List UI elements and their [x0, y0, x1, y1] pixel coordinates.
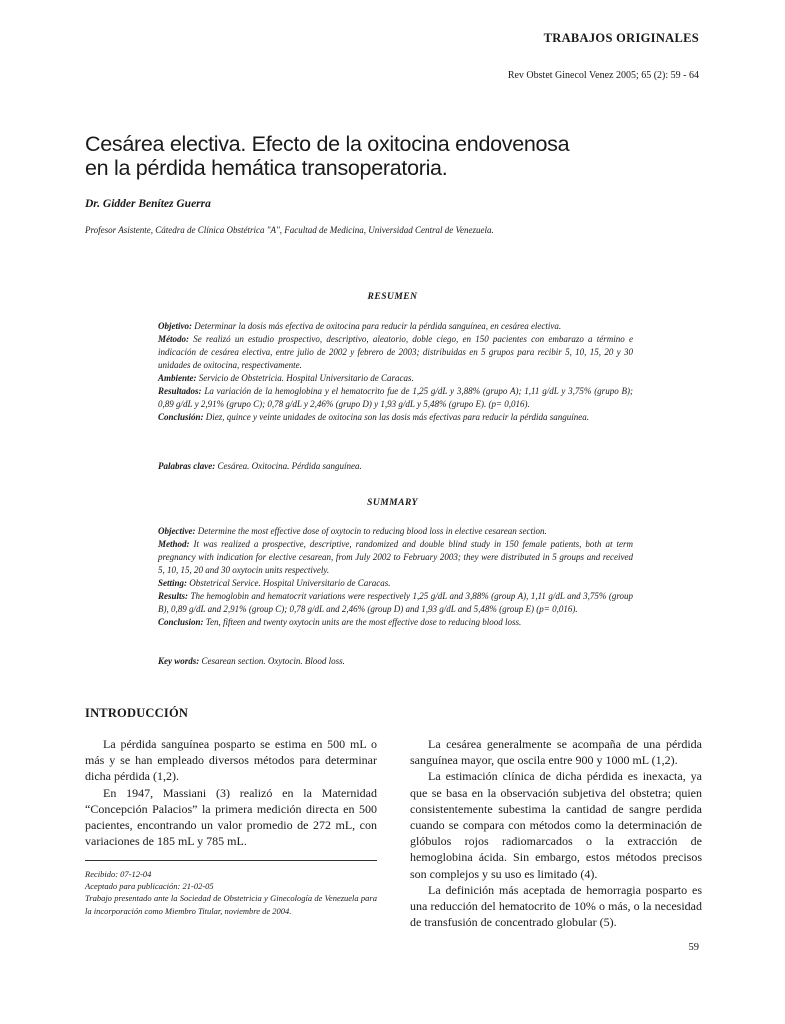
article-title-line-2: en la pérdida hemática transoperatoria.	[85, 156, 448, 180]
article-author: Dr. Gidder Benítez Guerra	[85, 198, 211, 210]
summary-method-text: It was realized a prospective, descriptive, randomized and double blind study in 150 female patients, both at term pregnancy with indication for elective cesarean, from July 2002 to February 2003; they were distributed in 5 groups and received 5, 10, 15, 20 and 30 oxytocin units respectively.	[158, 539, 633, 575]
resumen-objetivo-text: Determinar la dosis más efectiva de oxitocina para reducir la pérdida sanguínea, en cesárea electiva.	[192, 321, 562, 331]
summary-conclusion-text: Ten, fifteen and twenty oxytocin units are the most effective dose to reducing blood loss.	[203, 617, 522, 627]
intro-right-column	[410, 736, 702, 930]
intro-left-column	[85, 736, 377, 849]
page-number: 59	[688, 942, 699, 953]
intro-paragraph: La estimación clínica de dicha pérdida es inexacta, ya que se basa en la observación subjetiva del obstetra; quien consistentemente subestima la cantidad de sangre perdida cuando se compara con métodos como la determinación de glóbulos rojos radiomarcados o la extracción de hemoglobina ácida. Sin embargo, estos métodos precisos son complejos y su uso es limitado (4).	[410, 769, 702, 881]
resumen-ambiente-label: Ambiente:	[158, 373, 197, 383]
summary-conclusion-label: Conclusion:	[158, 617, 204, 627]
author-affiliation: Profesor Asistente, Cátedra de Clínica Obstétrica "A", Facultad de Medicina, Universidad Central de Venezuela.	[85, 225, 494, 235]
summary-results-label: Results:	[158, 591, 189, 601]
footnote	[85, 868, 377, 917]
summary-keywords-label: Key words:	[158, 656, 200, 666]
article-title	[85, 132, 705, 180]
article-title-line-1: Cesárea electiva. Efecto de la oxitocina endovenosa	[85, 132, 570, 156]
summary-setting-label: Setting:	[158, 578, 188, 588]
resumen-metodo-text: Se realizó un estudio prospectivo, descriptivo, aleatorio, doble ciego, en 150 pacientes con embarazo a término e indicación de cesárea electiva, entre julio de 2002 y febrero de 2003; distribuidas en 5 grupos para recibir 5, 10, 15, 20 y 30 unidades de oxitocina, respectivamente.	[158, 334, 633, 370]
summary-objective-label: Objective:	[158, 526, 196, 536]
resumen-keywords-text: Cesárea. Oxitocina. Pérdida sanguínea.	[215, 461, 362, 471]
resumen-objetivo	[158, 320, 633, 333]
resumen-ambiente-text: Servicio de Obstetricia. Hospital Universitario de Caracas.	[196, 373, 414, 383]
resumen-resultados-label: Resultados:	[158, 386, 202, 396]
resumen-ambiente	[158, 372, 633, 385]
summary-conclusion	[158, 616, 633, 629]
summary-setting	[158, 577, 633, 590]
footnote-accepted: Aceptado para publicación: 21-02-05	[85, 881, 214, 892]
resumen-metodo-label: Método:	[158, 334, 189, 344]
resumen-body	[158, 320, 633, 424]
summary-objective	[158, 525, 633, 538]
journal-section-label: TRABAJOS ORIGINALES	[543, 31, 699, 45]
intro-paragraph: La definición más aceptada de hemorragia posparto es una reducción del hematocrito de 10% o más, o la necesidad de transfusión de concentrado globular (5).	[410, 882, 702, 930]
summary-method-label: Method:	[158, 539, 190, 549]
summary-keywords-text: Cesarean section. Oxytocin. Blood loss.	[199, 656, 345, 666]
footnote-divider	[85, 860, 377, 861]
summary-results-text: The hemoglobin and hematocrit variations were respectively 1,25 g/dL and 3,88% (group A), 1,11 g/dL and 3,75% (group B), 0,89 g/dL and 2,91% (group C); 0,78 g/dL and 2,46% (group D) and 1,93 g/dL and 5,48% (group E) (p= 0,016).	[158, 591, 633, 614]
resumen-conclusion	[158, 411, 633, 424]
summary-heading: SUMMARY	[367, 498, 418, 508]
summary-objective-text: Determine the most effective dose of oxytocin to reducing blood loss in elective cesarean section.	[195, 526, 547, 536]
resumen-keywords	[158, 460, 633, 473]
resumen-keywords-label: Palabras clave:	[158, 461, 216, 471]
journal-citation: Rev Obstet Ginecol Venez 2005; 65 (2): 59 - 64	[507, 70, 699, 81]
intro-paragraph: En 1947, Massiani (3) realizó en la Maternidad “Concepción Palacios” la primera medición directa en 500 pacientes, encontrando un valor promedio de 272 mL, con variaciones de 185 mL y 785 mL.	[85, 785, 377, 849]
summary-body	[158, 525, 633, 629]
resumen-resultados	[158, 385, 633, 411]
introduction-heading: INTRODUCCIÓN	[85, 706, 189, 720]
summary-results	[158, 590, 633, 616]
resumen-heading: RESUMEN	[367, 292, 418, 302]
resumen-metodo	[158, 333, 633, 372]
summary-setting-text: Obstetrical Service. Hospital Universitario de Caracas.	[187, 578, 391, 588]
intro-paragraph: La cesárea generalmente se acompaña de una pérdida sanguínea mayor, que oscila entre 900 y 1000 mL (1,2).	[410, 737, 702, 768]
resumen-conclusion-label: Conclusión:	[158, 412, 204, 422]
summary-method	[158, 538, 633, 577]
resumen-objetivo-label: Objetivo:	[158, 321, 192, 331]
footnote-note: Trabajo presentado ante la Sociedad de Obstetricia y Ginecología de Venezuela para la incorporación como Miembro Titular, noviembre de 2004.	[85, 893, 377, 916]
resumen-conclusion-text: Diez, quince y veinte unidades de oxitocina son las dosis más efectivas para reducir la pérdida sanguínea.	[203, 412, 590, 422]
summary-keywords	[158, 655, 633, 668]
resumen-resultados-text: La variación de la hemoglobina y el hematocrito fue de 1,25 g/dL y 3,88% (grupo A); 1,11 g/dL y 3,75% (grupo B); 0,89 g/dL y 2,91% (grupo C); 0,78 g/dL y 2,46% (grupo D) y 1,93 g/dL y 5,48% (grupo E). (p= 0,016).	[158, 386, 633, 409]
intro-paragraph: La pérdida sanguínea posparto se estima en 500 mL o más y se han empleado diversos métodos para determinar dicha pérdida (1,2).	[85, 737, 377, 784]
footnote-received: Recibido: 07-12-04	[85, 869, 152, 879]
